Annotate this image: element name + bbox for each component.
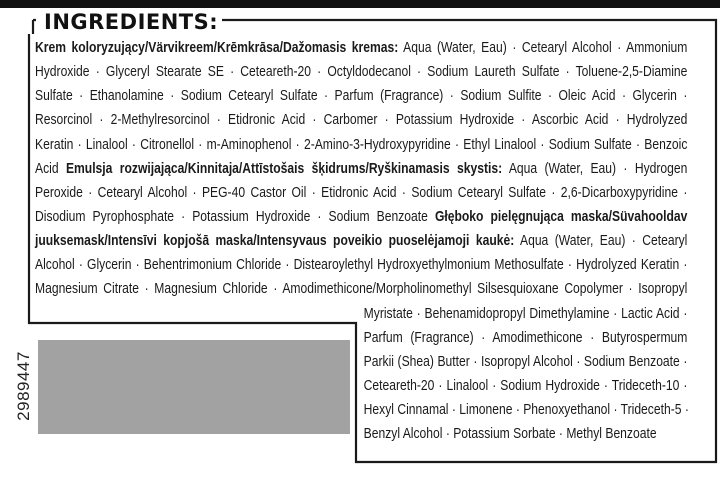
ingredient-line: Disodium Pyrophosphate · Potassium Hydroxide · Sodium Benzoate Głęboko pielęgnująca maska/Süvahooldav [35,208,688,225]
ingredient-line: Peroxide · Cetearyl Alcohol · PEG-40 Castor Oil · Etidronic Acid · Sodium Cetearyl Sulfate · 2,6-Dicarboxypyridine · [35,184,688,201]
ingredient-line: Sulfate · Ethanolamine · Sodium Cetearyl Sulfate · Parfum (Fragrance) · Sodium Sulfite · Oleic Acid · Glycerin · [35,88,688,105]
ingredient-line: juuksemask/Intensīvi kopjošā maska/Intensyvaus poveikio puoselėjamoji kaukė: Aqua (Water, Eau) · Cetearyl [35,233,688,250]
top-edge-bar [0,0,720,8]
ingredient-line: Krem koloryzujący/Värvikreem/Krēmkrāsa/Dažomasis kremas: Aqua (Water, Eau) · Cetearyl Alcohol · Ammonium [35,40,688,56]
ingredient-line: Alcohol · Glycerin · Behentrimonium Chloride · Distearoylethyl Hydroxyethylmonium Methosulfate · Hydrolyzed Keratin · [35,257,688,274]
ingredient-line: Hydroxide · Glyceryl Stearate SE · Ceteareth-20 · Octyldodecanol · Sodium Laureth Sulfate · Toluene-2,5-Diamine [35,64,688,81]
ingredient-line: Keratin · Linalool · Citronellol · m-Aminophenol · 2-Amino-3-Hydroxypyridine · Ethyl Linalool · Sodium Sulfate · Benzoic [35,136,688,153]
ingredient-line: Hexyl Cinnamal · Limonene · Phenoxyethanol · Trideceth-5 · [363,402,689,419]
ingredient-line: Magnesium Citrate · Magnesium Chloride · Amodimethicone/Morpholinomethyl Silsesquioxane Copolymer · Isopropyl [35,281,688,298]
ingredient-line: Myristate · Behenamidopropyl Dimethylamine · Lactic Acid · [363,305,688,322]
ingredient-line: Parkii (Shea) Butter · Isopropyl Alcohol · Sodium Benzoate · [363,353,688,370]
ingredient-line: Acid Emulsja rozwijająca/Kinnitaja/Attīstošais šķidrums/Ryškinamasis skystis: Aqua (Water, Eau) · Hydrogen [35,160,688,177]
ingredient-line: Ceteareth-20 · Linalool · Sodium Hydroxide · Trideceth-10 · [363,377,688,394]
grey-barcode-area [38,340,350,434]
ingredient-line: Parfum (Fragrance) · Amodimethicone · Butyrospermum [363,329,688,346]
ingredient-line: Benzyl Alcohol · Potassium Sorbate · Methyl Benzoate [363,426,657,443]
ingredient-line: Resorcinol · 2-Methylresorcinol · Etidronic Acid · Carbomer · Potassium Hydroxide · Ascorbic Acid · Hydrolyzed [35,112,688,129]
ingredients-title: INGREDIENTS: [40,8,222,36]
product-code: 2989447 [14,351,33,421]
